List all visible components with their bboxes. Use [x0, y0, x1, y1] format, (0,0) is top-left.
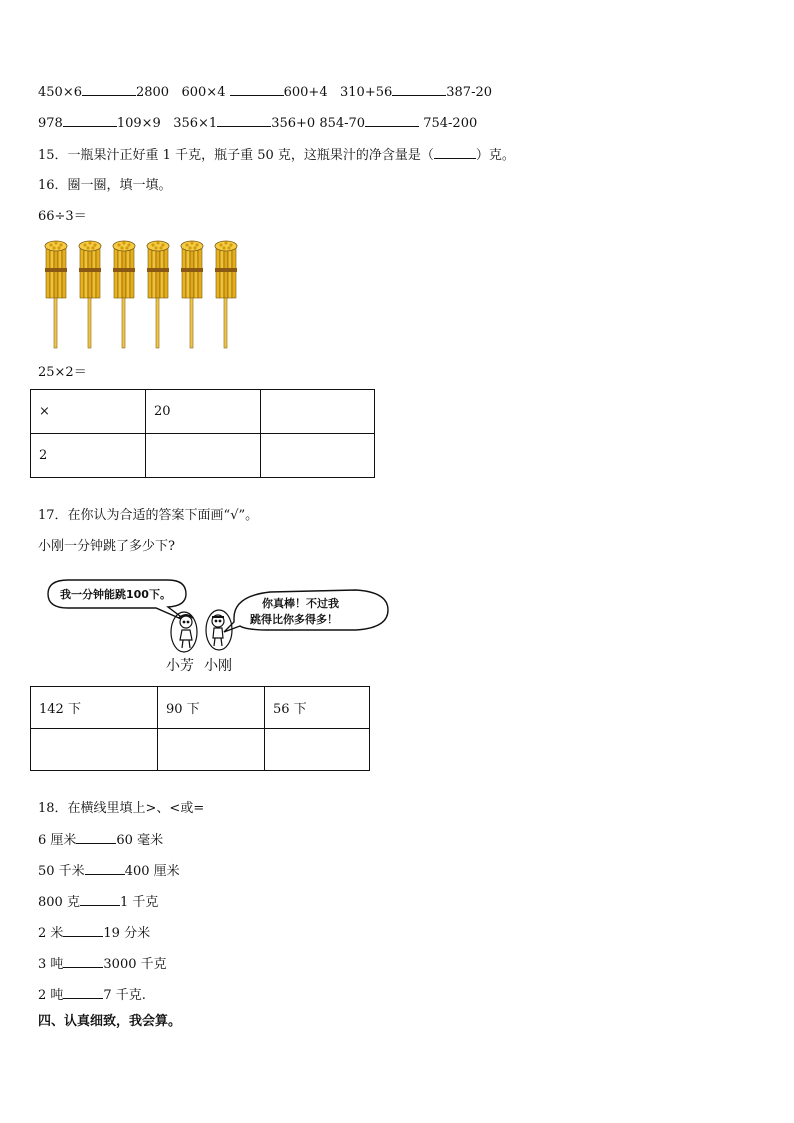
expr: 310+56	[340, 85, 393, 100]
answer-blank[interactable]	[76, 832, 116, 844]
check-cell[interactable]	[158, 729, 265, 771]
compare-row-1	[38, 84, 492, 101]
q18-left: 800 克	[38, 895, 80, 910]
q16-expression-2: 25×2＝	[38, 365, 87, 380]
table-cell: 20	[146, 390, 261, 434]
check-cell[interactable]	[31, 729, 158, 771]
table-cell-answer[interactable]	[146, 434, 261, 478]
bubble-right-text-2: 跳得比你多得多！	[250, 613, 338, 626]
answer-blank[interactable]	[434, 147, 476, 159]
answer-blank[interactable]	[63, 956, 103, 968]
q18-item	[38, 863, 180, 880]
option-cell: 142 下	[31, 687, 158, 729]
table-cell-answer[interactable]	[261, 434, 375, 478]
q18-item	[38, 987, 146, 1004]
stick-bundles-illustration	[36, 238, 252, 350]
question-16-title: 16．圈一圈，填一填。	[38, 178, 172, 193]
answer-blank[interactable]	[217, 115, 271, 127]
q18-item	[38, 894, 158, 911]
option-cell: 90 下	[158, 687, 265, 729]
table-row	[31, 434, 375, 478]
q15-text-end: ）克。	[475, 148, 515, 163]
q18-left: 2 吨	[38, 988, 64, 1003]
q18-right: 19 分米	[103, 926, 151, 941]
q18-right: 400 厘米	[124, 864, 180, 879]
bubble-left-text: 我一分钟能跳100下。	[60, 588, 171, 601]
expr: 854-70	[319, 116, 366, 131]
expr: 754-200	[423, 116, 478, 131]
q15-text: 15．一瓶果汁正好重 1 千克，瓶子重 50 克，这瓶果汁的净含量是（	[38, 148, 434, 163]
answer-blank[interactable]	[63, 987, 103, 999]
answer-blank[interactable]	[80, 894, 120, 906]
question-15	[38, 147, 515, 164]
expr: 387-20	[446, 85, 492, 100]
check-cell[interactable]	[265, 729, 370, 771]
question-18-title: 18．在横线里填上>、<或=	[38, 801, 205, 816]
q18-item	[38, 956, 167, 973]
q16-expression-1: 66÷3＝	[38, 209, 87, 224]
question-17-title: 17．在你认为合适的答案下面画“√”。	[38, 508, 259, 523]
answer-options-table	[30, 686, 370, 771]
compare-row-2	[38, 115, 477, 132]
girl-figure	[171, 612, 197, 652]
q18-item	[38, 925, 150, 942]
table-cell: 2	[31, 434, 146, 478]
stick-bundle	[147, 241, 169, 348]
multiplication-table	[30, 389, 375, 478]
expr: 2800	[135, 85, 170, 100]
q18-right: 1 千克	[119, 895, 159, 910]
speech-bubble-left	[48, 580, 188, 622]
expr: 356×1	[173, 116, 218, 131]
expr: 450×6	[38, 85, 82, 100]
q18-left: 3 吨	[38, 957, 64, 972]
q18-left: 6 厘米	[38, 833, 77, 848]
q17-question: 小刚一分钟跳了多少下?	[38, 539, 175, 554]
table-row	[31, 729, 370, 771]
answer-blank[interactable]	[365, 115, 419, 127]
answer-blank[interactable]	[85, 863, 125, 875]
q18-left: 50 千米	[38, 864, 85, 879]
expr: 600×4	[181, 85, 226, 100]
jump-rope-cartoon	[38, 574, 392, 678]
q18-right: 60 毫米	[116, 833, 164, 848]
option-cell: 56 下	[265, 687, 370, 729]
table-row	[31, 687, 370, 729]
answer-blank[interactable]	[63, 115, 117, 127]
stick-bundle	[79, 241, 101, 348]
expr: 356+0	[271, 116, 316, 131]
answer-blank[interactable]	[63, 925, 103, 937]
table-cell: ×	[31, 390, 146, 434]
answer-blank[interactable]	[230, 84, 284, 96]
section-4-title: 四、认真细致，我会算。	[38, 1014, 182, 1029]
name-label-left: 小芳	[166, 658, 194, 674]
q18-right: 3000 千克	[103, 957, 167, 972]
stick-bundle	[45, 241, 67, 348]
stick-bundle	[113, 241, 135, 348]
stick-bundle	[215, 241, 237, 348]
table-row	[31, 390, 375, 434]
expr: 978	[38, 116, 63, 131]
answer-blank[interactable]	[82, 84, 136, 96]
q18-item	[38, 832, 163, 849]
table-cell-answer[interactable]	[261, 390, 375, 434]
q18-right: 7 千克.	[103, 988, 146, 1003]
answer-blank[interactable]	[392, 84, 446, 96]
bubble-right-text-1: 你真棒！不过我	[262, 597, 339, 610]
name-label-right: 小刚	[204, 658, 232, 674]
q18-left: 2 米	[38, 926, 64, 941]
expr: 109×9	[116, 116, 161, 131]
stick-bundle	[181, 241, 203, 348]
expr: 600+4	[283, 85, 328, 100]
